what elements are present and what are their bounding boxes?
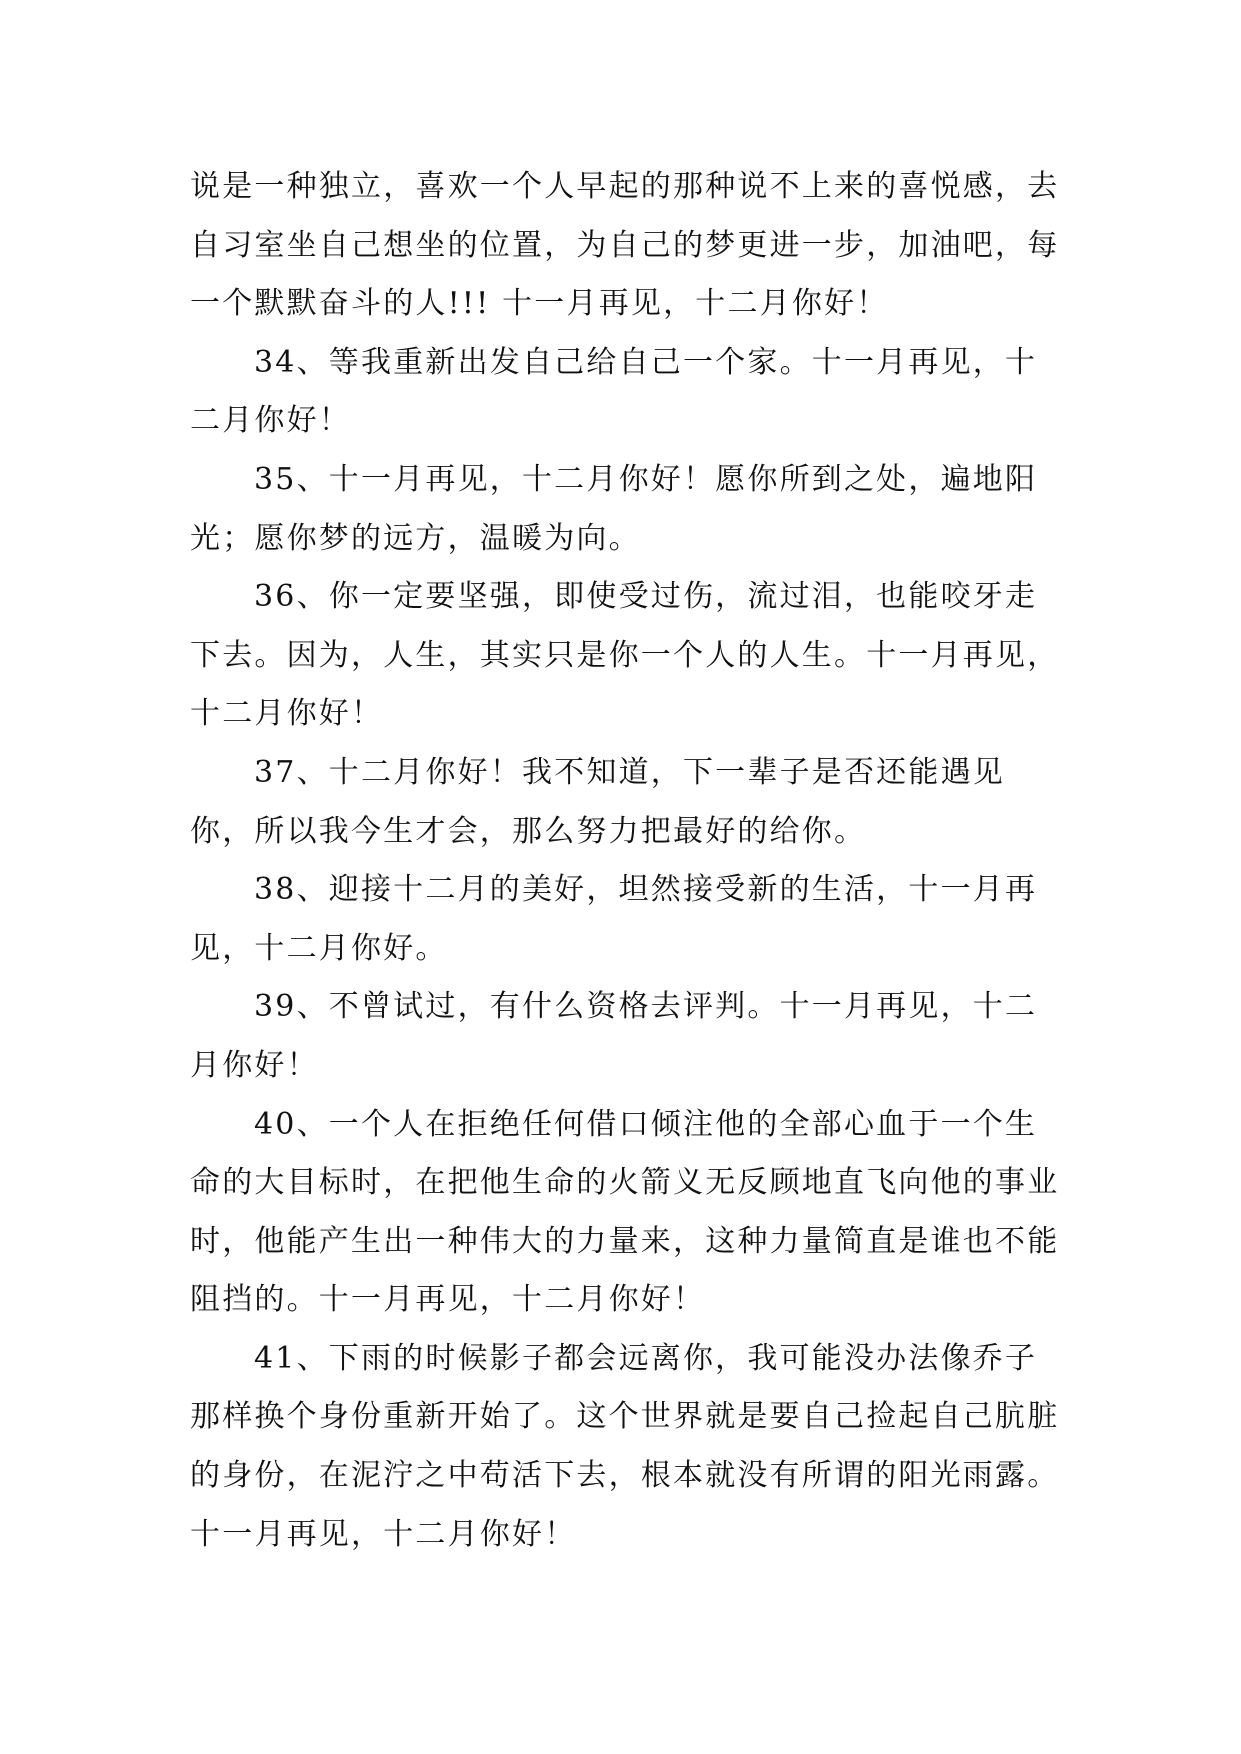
paragraph-40: 40、一个人在拒绝任何借口倾注他的全部心血于一个生命的大目标时，在把他生命的火箭义无反顾地直飞向他的事业时，他能产生出一种伟大的力量来，这种力量简直是谁也不能阻挡的。十一月再见，十二月你好！ (190, 1106, 1060, 1318)
paragraph-35: 35、十一月再见，十二月你好！愿你所到之处，遍地阳光；愿你梦的远方，温暖为向。 (190, 461, 1038, 556)
paragraph-41: 41、下雨的时候影子都会远离你，我可能没办法像乔子那样换个身份重新开始了。这个世界就是要自己捡起自己肮脏的身份，在泥泞之中苟活下去，根本就没有所谓的阳光雨露。十一月再见，十二月你好！ (190, 1340, 1060, 1552)
paragraph-36: 36、你一定要坚强，即使受过伤，流过泪，也能咬牙走下去。因为，人生，其实只是你一个人的人生。十一月再见，十二月你好！ (190, 579, 1060, 732)
paragraph-39: 39、不曾试过，有什么资格去评判。十一月再见，十二月你好！ (190, 989, 1038, 1083)
paragraph-37: 37、十二月你好！我不知道，下一辈子是否还能遇见你，所以我今生才会，那么努力把最好的给你。 (190, 754, 1005, 849)
paragraph-continued: 说是一种独立，喜欢一个人早起的那种说不上来的喜悦感，去自习室坐自己想坐的位置，为自己的梦更进一步，加油吧，每一个默默奋斗的人!!! 十一月再见，十二月你好！ (190, 169, 1060, 322)
paragraph-38: 38、迎接十二月的美好，坦然接受新的生活，十一月再见，十二月你好。 (190, 872, 1038, 966)
paragraph-34: 34、等我重新出发自己给自己一个家。十一月再见，十二月你好！ (190, 344, 1038, 439)
document-body (190, 158, 1065, 1564)
